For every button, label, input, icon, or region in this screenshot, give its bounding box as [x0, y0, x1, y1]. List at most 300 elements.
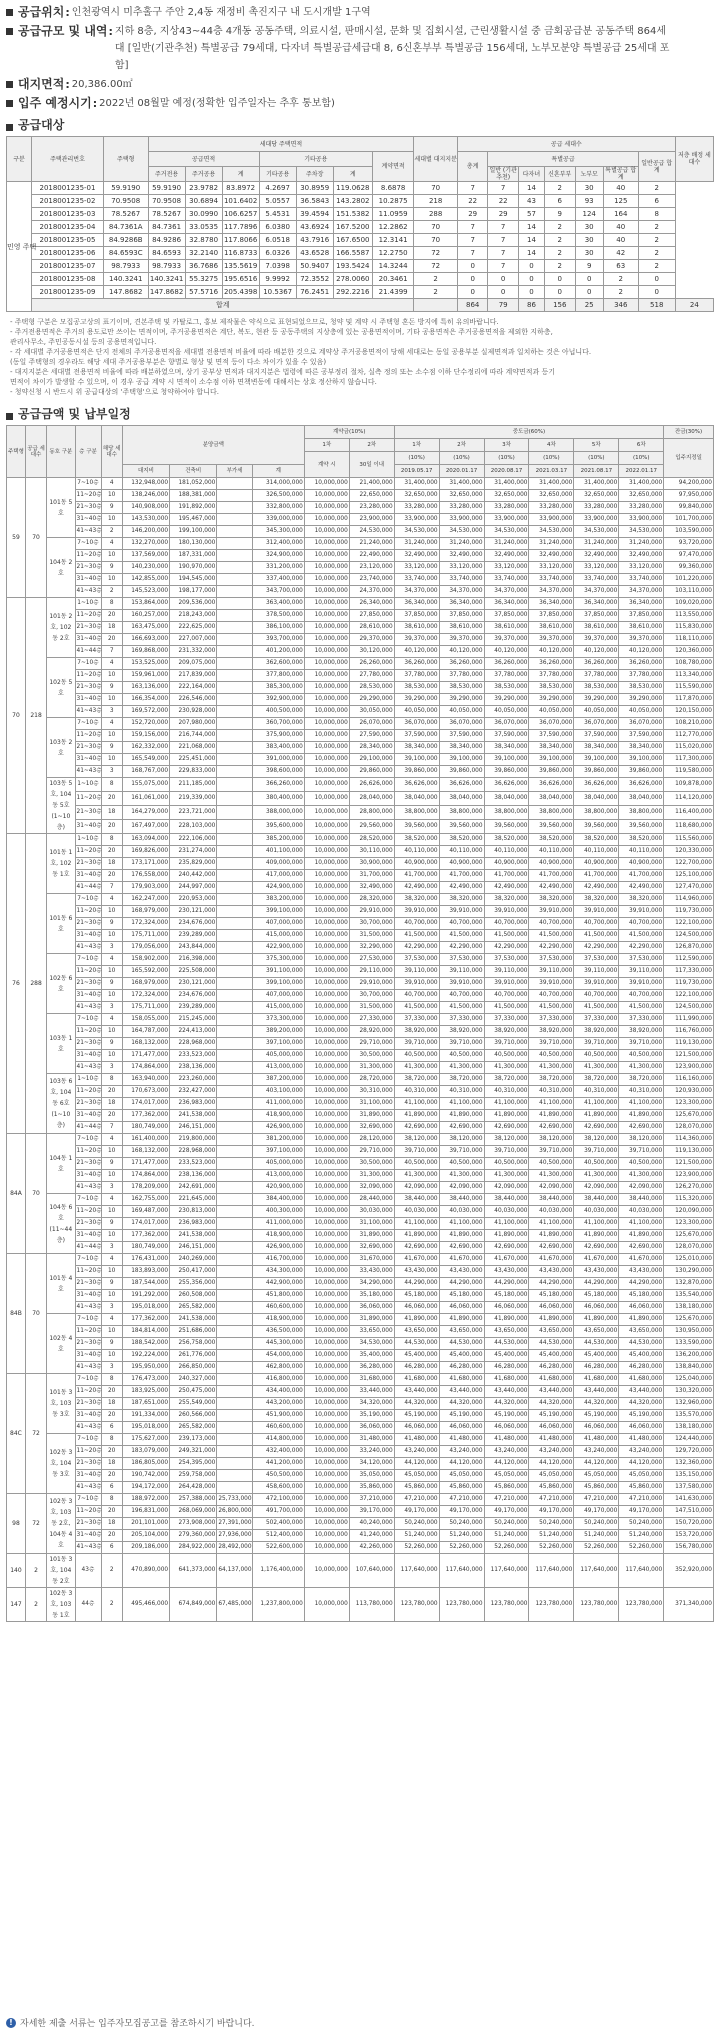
- table-row: [7, 846, 714, 858]
- table-cell: [217, 954, 252, 966]
- table-cell: 345,300,000: [252, 526, 304, 538]
- table-cell: 41,480,000: [484, 1434, 529, 1446]
- table-cell: 2: [414, 273, 458, 286]
- table-cell: 10,000,000: [304, 1050, 349, 1062]
- table-cell: 143,530,000: [122, 514, 169, 526]
- table-row: [7, 1398, 714, 1410]
- table-cell: 43.6528: [296, 247, 333, 260]
- table-cell: 24,370,000: [349, 586, 394, 598]
- table-cell: 120,330,000: [664, 846, 714, 858]
- table-cell: 30: [575, 182, 603, 195]
- table-cell: 155,075,000: [122, 778, 169, 792]
- table-cell: 417,000,000: [252, 870, 304, 882]
- table-cell: 42,490,000: [484, 882, 529, 894]
- table-cell: 43,430,000: [394, 1266, 439, 1278]
- table-cell: 360,700,000: [252, 718, 304, 730]
- table-cell: [217, 1362, 252, 1374]
- table-cell: 31,240,000: [529, 538, 574, 550]
- dong-cell: 102동 5호: [47, 658, 75, 718]
- table-cell: 31~40층: [75, 1230, 101, 1242]
- table-cell: 40: [603, 234, 638, 247]
- table-row: [7, 1242, 714, 1254]
- th-newlywed: 신혼부부: [545, 167, 575, 182]
- table-cell: [217, 502, 252, 514]
- table-cell: 39,110,000: [394, 966, 439, 978]
- table-cell: 34,530,000: [574, 526, 619, 538]
- table-cell: 32,490,000: [529, 550, 574, 562]
- table-row: [7, 1278, 714, 1290]
- table-row: [7, 718, 714, 730]
- table-cell: 170,673,000: [122, 1086, 169, 1098]
- table-cell: 42,290,000: [484, 942, 529, 954]
- table-cell: 42,690,000: [574, 1122, 619, 1134]
- table-cell: 188,381,000: [170, 490, 217, 502]
- table-cell: 38,530,000: [574, 682, 619, 694]
- table-cell: 39,110,000: [484, 966, 529, 978]
- table-cell: 38,610,000: [394, 622, 439, 634]
- table-cell: 46,280,000: [394, 1362, 439, 1374]
- table-cell: 228,968,000: [170, 1146, 217, 1158]
- table-cell: 33,440,000: [349, 1386, 394, 1398]
- table-cell: 46,060,000: [439, 1302, 484, 1314]
- table-cell: 112,590,000: [664, 954, 714, 966]
- table-cell: 162,755,000: [122, 1194, 169, 1206]
- table-cell: 11~20층: [75, 1446, 101, 1458]
- total-cell: 25: [575, 299, 603, 312]
- table-cell: 27,530,000: [349, 954, 394, 966]
- table-row: [7, 978, 714, 990]
- table-cell: [217, 966, 252, 978]
- table-cell: 41,700,000: [529, 870, 574, 882]
- table-cell: [217, 1482, 252, 1494]
- table-cell: 268,069,000: [170, 1506, 217, 1518]
- table-cell: 38,720,000: [484, 1074, 529, 1086]
- units-cell: 2: [25, 1554, 46, 1588]
- table-cell: 326,500,000: [252, 490, 304, 502]
- table-cell: 43.6924: [296, 221, 333, 234]
- table-cell: 40,700,000: [619, 990, 664, 1002]
- table-cell: 38,520,000: [529, 834, 574, 846]
- table-cell: 2: [101, 586, 122, 598]
- table-cell: 31,240,000: [619, 538, 664, 550]
- table-cell: 176,558,000: [122, 870, 169, 882]
- table-cell: 113,340,000: [664, 670, 714, 682]
- table-cell: 38,720,000: [574, 1074, 619, 1086]
- table-cell: 41,890,000: [439, 1230, 484, 1242]
- table-cell: 194,545,000: [170, 574, 217, 586]
- table-cell: [414, 299, 458, 312]
- table-cell: 171,477,000: [122, 1158, 169, 1170]
- table-cell: 403,100,000: [252, 1086, 304, 1098]
- table-cell: 41,500,000: [619, 1002, 664, 1014]
- table-cell: 10,000,000: [304, 646, 349, 658]
- units-cell: 218: [25, 598, 46, 834]
- table-cell: 50.9407: [296, 260, 333, 273]
- table-cell: 40,310,000: [439, 1086, 484, 1098]
- table-cell: 14: [518, 182, 544, 195]
- table-cell: 41,890,000: [574, 1110, 619, 1122]
- table-cell: 37,530,000: [529, 954, 574, 966]
- table-cell: 39,910,000: [439, 906, 484, 918]
- table-cell: 0: [638, 286, 675, 299]
- table-cell: 36,070,000: [484, 718, 529, 730]
- table-cell: 10,000,000: [304, 1134, 349, 1146]
- table-cell: 33,120,000: [439, 562, 484, 574]
- table-cell: 119,730,000: [664, 906, 714, 918]
- table-cell: 45,190,000: [439, 1410, 484, 1422]
- table-cell: 32,490,000: [439, 550, 484, 562]
- table-cell: [217, 1290, 252, 1302]
- table-cell: 45,860,000: [439, 1482, 484, 1494]
- table-cell: 63: [603, 260, 638, 273]
- table-cell: 37,530,000: [439, 954, 484, 966]
- table-row: [7, 670, 714, 682]
- colon: :: [65, 78, 70, 91]
- table-cell: [217, 1182, 252, 1194]
- table-cell: 38,800,000: [574, 806, 619, 820]
- table-cell: [217, 1050, 252, 1062]
- table-cell: 21~30층: [75, 682, 101, 694]
- table-cell: 10,000,000: [304, 1542, 349, 1554]
- table-cell: 4: [101, 478, 122, 490]
- table-cell: 28,720,000: [349, 1074, 394, 1086]
- table-cell: 41,300,000: [484, 1170, 529, 1182]
- table-cell: 40,310,000: [574, 1086, 619, 1098]
- table-row: [7, 730, 714, 742]
- table-cell: 106.6257: [222, 208, 259, 221]
- table-cell: 30,030,000: [349, 1206, 394, 1218]
- table-cell: 18: [101, 1398, 122, 1410]
- table-cell: 28,340,000: [349, 742, 394, 754]
- table-cell: 39,110,000: [619, 966, 664, 978]
- table-cell: 44,320,000: [574, 1398, 619, 1410]
- table-cell: 442,900,000: [252, 1278, 304, 1290]
- table-cell: 30,900,000: [349, 858, 394, 870]
- table-cell: 3: [101, 942, 122, 954]
- table-cell: 23,740,000: [349, 574, 394, 586]
- table-cell: 117,640,000: [574, 1554, 619, 1588]
- table-cell: 31~40층: [75, 1530, 101, 1542]
- table-cell: 39,110,000: [529, 966, 574, 978]
- table-cell: 162,332,000: [122, 742, 169, 754]
- table-cell: 41,890,000: [529, 1230, 574, 1242]
- table-cell: 41,890,000: [574, 1314, 619, 1326]
- table-cell: 145,523,000: [122, 586, 169, 598]
- table-cell: [217, 1326, 252, 1338]
- table-cell: 18: [101, 1458, 122, 1470]
- table-cell: 38,440,000: [619, 1194, 664, 1206]
- th-c1: 1차: [304, 439, 349, 452]
- gubun-cell: 민영 주택: [7, 182, 32, 312]
- table-cell: 46,060,000: [574, 1422, 619, 1434]
- table-cell: 641,373,000: [170, 1554, 217, 1588]
- table-cell: [217, 1434, 252, 1446]
- table-cell: 395,600,000: [252, 820, 304, 834]
- table-row: [7, 260, 714, 273]
- table-cell: 39,910,000: [394, 906, 439, 918]
- table-cell: 108,210,000: [664, 718, 714, 730]
- table-cell: 39,560,000: [439, 820, 484, 834]
- table-cell: 7~10층: [75, 1494, 101, 1506]
- table-cell: 22,490,000: [349, 550, 394, 562]
- table-cell: 18: [101, 858, 122, 870]
- table-cell: 36,070,000: [619, 718, 664, 730]
- table-cell: 38,610,000: [529, 622, 574, 634]
- table-cell: 51,240,000: [439, 1530, 484, 1542]
- footer-note: [6, 2016, 255, 2029]
- table-cell: 44,530,000: [619, 1338, 664, 1350]
- table-cell: 40,050,000: [619, 706, 664, 718]
- table-cell: 158,902,000: [122, 954, 169, 966]
- table-cell: 10,000,000: [304, 1098, 349, 1110]
- table-cell: 225,451,000: [170, 754, 217, 766]
- table-cell: 36,260,000: [439, 658, 484, 670]
- table-cell: 29,710,000: [349, 1038, 394, 1050]
- table-cell: [217, 942, 252, 954]
- table-cell: 407,000,000: [252, 918, 304, 930]
- table-cell: 0: [518, 286, 544, 299]
- table-cell: 10,000,000: [304, 806, 349, 820]
- table-cell: 229,833,000: [170, 766, 217, 778]
- table-cell: 42,690,000: [529, 1242, 574, 1254]
- th-model: 주택형: [103, 137, 148, 182]
- table-cell: 10,000,000: [304, 1278, 349, 1290]
- table-cell: 42,690,000: [484, 1242, 529, 1254]
- th-floor: 층 구분: [75, 426, 101, 478]
- table-cell: 125,040,000: [664, 1374, 714, 1386]
- table-cell: 31,400,000: [439, 478, 484, 490]
- table-cell: 180,749,000: [122, 1242, 169, 1254]
- table-cell: 38,120,000: [619, 1134, 664, 1146]
- table-row: [7, 1470, 714, 1482]
- table-cell: 132,948,000: [122, 478, 169, 490]
- table-cell: 38,720,000: [529, 1074, 574, 1086]
- table-cell: 168,979,000: [122, 906, 169, 918]
- table-cell: 183,079,000: [122, 1446, 169, 1458]
- table-cell: 123,780,000: [619, 1588, 664, 1622]
- table-cell: 443,200,000: [252, 1398, 304, 1410]
- table-cell: 211,185,000: [170, 778, 217, 792]
- th-date-2: 2020.01.17: [439, 465, 484, 478]
- table-cell: 10,000,000: [304, 550, 349, 562]
- table-cell: 20: [101, 1110, 122, 1122]
- table-cell: 109,878,000: [664, 778, 714, 792]
- table-cell: 33,280,000: [439, 502, 484, 514]
- table-cell: 45,400,000: [439, 1350, 484, 1362]
- table-row: [7, 870, 714, 882]
- table-cell: 51,240,000: [619, 1530, 664, 1542]
- table-cell: 180,749,000: [122, 1122, 169, 1134]
- th-area-group: 세대당 주택면적: [148, 137, 414, 152]
- table-cell: 10: [101, 1266, 122, 1278]
- table-cell: 43,240,000: [439, 1446, 484, 1458]
- table-cell: 101,700,000: [664, 514, 714, 526]
- note-line: 관리사무소, 주민공동시설 등의 공용면적입니다.: [10, 338, 157, 346]
- table-cell: [217, 806, 252, 820]
- table-cell: 93,720,000: [664, 538, 714, 550]
- table-cell: 46,060,000: [619, 1422, 664, 1434]
- table-cell: 377,800,000: [252, 670, 304, 682]
- table-cell: 93: [575, 195, 603, 208]
- table-cell: 117,640,000: [439, 1554, 484, 1588]
- table-cell: 161,061,000: [122, 792, 169, 806]
- table-cell: 44,120,000: [619, 1458, 664, 1470]
- table-cell: 20: [101, 870, 122, 882]
- table-cell: 2: [638, 260, 675, 273]
- table-cell: 122,100,000: [664, 990, 714, 1002]
- table-row: [7, 514, 714, 526]
- notes-section: [10, 317, 714, 397]
- dong-cell: 101동 2호, 102동 2호: [47, 598, 75, 658]
- table-cell: 38,120,000: [574, 1134, 619, 1146]
- table-cell: 42,090,000: [619, 1182, 664, 1194]
- table-cell: 36,070,000: [529, 718, 574, 730]
- table-cell: 40,700,000: [439, 990, 484, 1002]
- table-cell: 83.8972: [222, 182, 259, 195]
- table-cell: 34,370,000: [439, 586, 484, 598]
- table-cell: 41,700,000: [574, 870, 619, 882]
- table-cell: 27,330,000: [349, 1014, 394, 1026]
- table-cell: 38,530,000: [484, 682, 529, 694]
- table-cell: [217, 514, 252, 526]
- table-cell: 0: [457, 260, 487, 273]
- units-cell: 70: [25, 1254, 46, 1374]
- table-cell: 7: [488, 221, 518, 234]
- table-cell: [217, 1422, 252, 1434]
- table-cell: 40,900,000: [394, 858, 439, 870]
- table-cell: 226,546,000: [170, 694, 217, 706]
- table-cell: 42,690,000: [439, 1122, 484, 1134]
- table-row: [7, 792, 714, 806]
- table-cell: 119,730,000: [664, 978, 714, 990]
- table-cell: 4: [101, 1254, 122, 1266]
- table-cell: 10,000,000: [304, 1206, 349, 1218]
- site-area-value: 20,386.00㎡: [71, 79, 133, 90]
- table-cell: 29,860,000: [349, 766, 394, 778]
- table-cell: 7: [457, 247, 487, 260]
- table-cell: 70: [414, 182, 458, 195]
- table-cell: 107,640,000: [349, 1554, 394, 1588]
- table-cell: 31,500,000: [349, 930, 394, 942]
- table-cell: 7~10층: [75, 538, 101, 550]
- table-cell: [217, 598, 252, 610]
- table-cell: 44층: [75, 1588, 101, 1622]
- table-cell: 41,670,000: [619, 1254, 664, 1266]
- table-cell: 209,186,000: [122, 1542, 169, 1554]
- dong-cell: 102동 3호, 103동 2호, 104동 4호: [47, 1494, 75, 1554]
- table-cell: 385,200,000: [252, 834, 304, 846]
- type-cell: 140: [7, 1554, 26, 1588]
- table-cell: 36,070,000: [574, 718, 619, 730]
- table-cell: 41,100,000: [394, 1098, 439, 1110]
- table-cell: 36,340,000: [574, 598, 619, 610]
- table-cell: 9.9992: [259, 273, 296, 286]
- table-cell: 10,000,000: [304, 1482, 349, 1494]
- table-cell: 39,860,000: [394, 766, 439, 778]
- table-cell: 38,720,000: [619, 1074, 664, 1086]
- table-cell: 331,200,000: [252, 562, 304, 574]
- table-cell: 7: [488, 182, 518, 195]
- table-cell: 39,110,000: [439, 966, 484, 978]
- table-cell: 32,650,000: [484, 490, 529, 502]
- table-cell: 7~10층: [75, 1254, 101, 1266]
- table-row: [7, 478, 714, 490]
- table-cell: [217, 778, 252, 792]
- table-row: [7, 1434, 714, 1446]
- table-cell: 117,300,000: [664, 754, 714, 766]
- table-cell: 41,500,000: [394, 1002, 439, 1014]
- table-cell: 39,910,000: [529, 906, 574, 918]
- table-cell: 42,290,000: [574, 942, 619, 954]
- table-cell: 39,560,000: [619, 820, 664, 834]
- table-cell: 45,860,000: [619, 1482, 664, 1494]
- table-cell: 41,100,000: [619, 1218, 664, 1230]
- table-cell: 41,670,000: [439, 1254, 484, 1266]
- table-cell: 41,700,000: [394, 870, 439, 882]
- table-cell: 40,700,000: [484, 918, 529, 930]
- table-cell: 39,860,000: [484, 766, 529, 778]
- table-cell: 29,910,000: [349, 906, 394, 918]
- table-cell: 38,340,000: [574, 742, 619, 754]
- table-cell: 10,000,000: [304, 1122, 349, 1134]
- table-cell: 279,360,000: [170, 1530, 217, 1542]
- table-cell: 38,610,000: [619, 622, 664, 634]
- table-cell: [217, 754, 252, 766]
- table-cell: 40,120,000: [394, 646, 439, 658]
- table-cell: 10,000,000: [304, 1374, 349, 1386]
- table-cell: 10,000,000: [304, 1350, 349, 1362]
- table-cell: 21~30층: [75, 978, 101, 990]
- table-cell: 47,210,000: [394, 1494, 439, 1506]
- supply-scale-row: [6, 23, 714, 74]
- table-cell: [217, 574, 252, 586]
- table-cell: 39,860,000: [574, 766, 619, 778]
- table-row: [7, 766, 714, 778]
- table-cell: 234,676,000: [170, 918, 217, 930]
- table-cell: 46,060,000: [619, 1302, 664, 1314]
- table-row: [7, 1554, 714, 1588]
- table-cell: 38,120,000: [394, 1134, 439, 1146]
- table-cell: 119,130,000: [664, 1038, 714, 1050]
- table-cell: 38,040,000: [439, 792, 484, 806]
- table-cell: 37,850,000: [394, 610, 439, 622]
- table-cell: 36,626,000: [619, 778, 664, 792]
- table-cell: [217, 846, 252, 858]
- dong-cell: 102동 6호: [47, 954, 75, 1014]
- colon: :: [108, 25, 113, 38]
- table-cell: 187,331,000: [170, 550, 217, 562]
- table-cell: 51,240,000: [394, 1530, 439, 1542]
- table-cell: 434,400,000: [252, 1386, 304, 1398]
- table-cell: 159,961,000: [122, 670, 169, 682]
- table-cell: 201,101,000: [122, 1518, 169, 1530]
- table-cell: 241,538,000: [170, 1314, 217, 1326]
- table-cell: 123,300,000: [664, 1098, 714, 1110]
- table-cell: 188,542,000: [122, 1338, 169, 1350]
- table-cell: 45,860,000: [484, 1482, 529, 1494]
- table-cell: 39,710,000: [529, 1038, 574, 1050]
- table-cell: 174,864,000: [122, 1170, 169, 1182]
- table-cell: 470,890,000: [122, 1554, 169, 1588]
- table-cell: 46,280,000: [619, 1362, 664, 1374]
- table-cell: 161,400,000: [122, 1134, 169, 1146]
- th-private: 주거전용: [148, 167, 185, 182]
- table-cell: 36,260,000: [484, 658, 529, 670]
- table-cell: 39,370,000: [439, 634, 484, 646]
- table-cell: 175,627,000: [122, 1434, 169, 1446]
- table-cell: 21~30층: [75, 1098, 101, 1110]
- table-cell: 236,983,000: [170, 1218, 217, 1230]
